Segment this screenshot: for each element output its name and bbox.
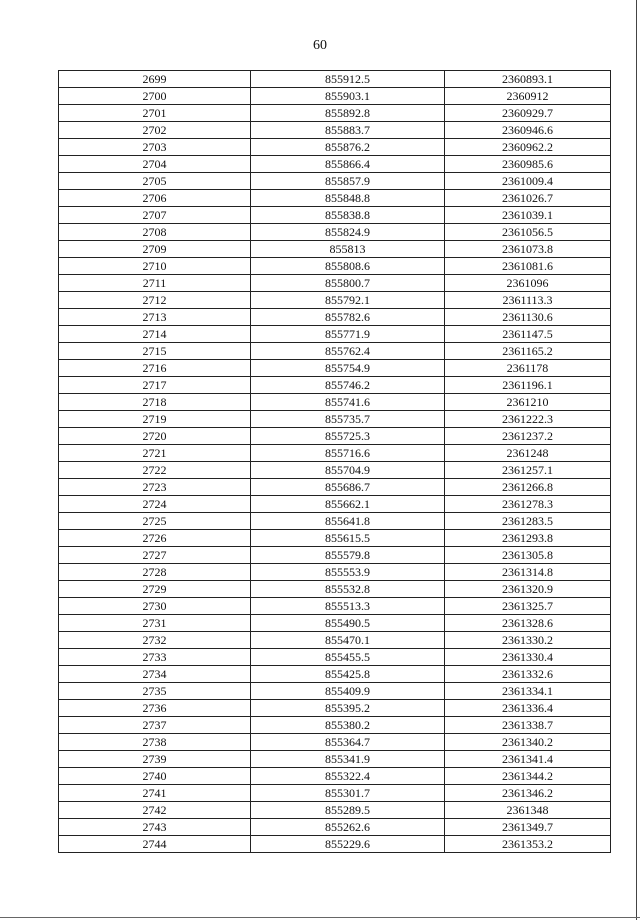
x-coordinate-cell: 855704.9 bbox=[251, 462, 445, 479]
y-coordinate-cell: 2361330.2 bbox=[445, 632, 611, 649]
y-coordinate-cell: 2361056.5 bbox=[445, 224, 611, 241]
point-number-cell: 2719 bbox=[59, 411, 251, 428]
point-number-cell: 2709 bbox=[59, 241, 251, 258]
y-coordinate-cell: 2361293.8 bbox=[445, 530, 611, 547]
x-coordinate-cell: 855409.9 bbox=[251, 683, 445, 700]
y-coordinate-cell: 2360962.2 bbox=[445, 139, 611, 156]
point-number-cell: 2712 bbox=[59, 292, 251, 309]
point-number-cell: 2733 bbox=[59, 649, 251, 666]
table-row bbox=[59, 377, 611, 394]
x-coordinate-cell: 855813 bbox=[251, 241, 445, 258]
point-number-cell: 2713 bbox=[59, 309, 251, 326]
x-coordinate-cell: 855903.1 bbox=[251, 88, 445, 105]
y-coordinate-cell: 2361237.2 bbox=[445, 428, 611, 445]
point-number-cell: 2716 bbox=[59, 360, 251, 377]
y-coordinate-cell: 2361320.9 bbox=[445, 581, 611, 598]
y-coordinate-cell: 2361325.7 bbox=[445, 598, 611, 615]
table-row bbox=[59, 156, 611, 173]
x-coordinate-cell: 855289.5 bbox=[251, 802, 445, 819]
point-number-cell: 2721 bbox=[59, 445, 251, 462]
table-row bbox=[59, 105, 611, 122]
table-row bbox=[59, 717, 611, 734]
point-number-cell: 2740 bbox=[59, 768, 251, 785]
x-coordinate-cell: 855800.7 bbox=[251, 275, 445, 292]
table-row bbox=[59, 411, 611, 428]
point-number-cell: 2710 bbox=[59, 258, 251, 275]
y-coordinate-cell: 2361081.6 bbox=[445, 258, 611, 275]
table-row bbox=[59, 802, 611, 819]
y-coordinate-cell: 2361349.7 bbox=[445, 819, 611, 836]
point-number-cell: 2735 bbox=[59, 683, 251, 700]
point-number-cell: 2720 bbox=[59, 428, 251, 445]
table-row bbox=[59, 581, 611, 598]
table-row bbox=[59, 241, 611, 258]
coordinates-table bbox=[58, 70, 611, 853]
x-coordinate-cell: 855341.9 bbox=[251, 751, 445, 768]
y-coordinate-cell: 2361330.4 bbox=[445, 649, 611, 666]
y-coordinate-cell: 2361130.6 bbox=[445, 309, 611, 326]
y-coordinate-cell: 2360985.6 bbox=[445, 156, 611, 173]
point-number-cell: 2711 bbox=[59, 275, 251, 292]
x-coordinate-cell: 855615.5 bbox=[251, 530, 445, 547]
x-coordinate-cell: 855716.6 bbox=[251, 445, 445, 462]
table-row bbox=[59, 836, 611, 853]
x-coordinate-cell: 855912.5 bbox=[251, 71, 445, 88]
table-row bbox=[59, 751, 611, 768]
x-coordinate-cell: 855883.7 bbox=[251, 122, 445, 139]
x-coordinate-cell: 855301.7 bbox=[251, 785, 445, 802]
point-number-cell: 2731 bbox=[59, 615, 251, 632]
point-number-cell: 2737 bbox=[59, 717, 251, 734]
y-coordinate-cell: 2361073.8 bbox=[445, 241, 611, 258]
point-number-cell: 2717 bbox=[59, 377, 251, 394]
table-row bbox=[59, 683, 611, 700]
y-coordinate-cell: 2361346.2 bbox=[445, 785, 611, 802]
y-coordinate-cell: 2361338.7 bbox=[445, 717, 611, 734]
point-number-cell: 2723 bbox=[59, 479, 251, 496]
y-coordinate-cell: 2361147.5 bbox=[445, 326, 611, 343]
table-row bbox=[59, 598, 611, 615]
point-number-cell: 2707 bbox=[59, 207, 251, 224]
y-coordinate-cell: 2361165.2 bbox=[445, 343, 611, 360]
table-row bbox=[59, 734, 611, 751]
y-coordinate-cell: 2361178 bbox=[445, 360, 611, 377]
point-number-cell: 2741 bbox=[59, 785, 251, 802]
y-coordinate-cell: 2361039.1 bbox=[445, 207, 611, 224]
x-coordinate-cell: 855641.8 bbox=[251, 513, 445, 530]
table-row bbox=[59, 173, 611, 190]
y-coordinate-cell: 2361222.3 bbox=[445, 411, 611, 428]
point-number-cell: 2699 bbox=[59, 71, 251, 88]
point-number-cell: 2742 bbox=[59, 802, 251, 819]
y-coordinate-cell: 2361344.2 bbox=[445, 768, 611, 785]
table-row bbox=[59, 666, 611, 683]
table-row bbox=[59, 360, 611, 377]
y-coordinate-cell: 2361113.3 bbox=[445, 292, 611, 309]
y-coordinate-cell: 2361210 bbox=[445, 394, 611, 411]
y-coordinate-cell: 2361340.2 bbox=[445, 734, 611, 751]
y-coordinate-cell: 2361278.3 bbox=[445, 496, 611, 513]
point-number-cell: 2738 bbox=[59, 734, 251, 751]
table-row bbox=[59, 649, 611, 666]
y-coordinate-cell: 2361353.2 bbox=[445, 836, 611, 853]
point-number-cell: 2704 bbox=[59, 156, 251, 173]
table-row bbox=[59, 479, 611, 496]
x-coordinate-cell: 855848.8 bbox=[251, 190, 445, 207]
point-number-cell: 2700 bbox=[59, 88, 251, 105]
x-coordinate-cell: 855824.9 bbox=[251, 224, 445, 241]
table-row bbox=[59, 343, 611, 360]
coordinates-table-body bbox=[59, 71, 611, 853]
x-coordinate-cell: 855395.2 bbox=[251, 700, 445, 717]
table-row bbox=[59, 819, 611, 836]
table-row bbox=[59, 496, 611, 513]
x-coordinate-cell: 855792.1 bbox=[251, 292, 445, 309]
point-number-cell: 2715 bbox=[59, 343, 251, 360]
point-number-cell: 2724 bbox=[59, 496, 251, 513]
table-row bbox=[59, 326, 611, 343]
y-coordinate-cell: 2360929.7 bbox=[445, 105, 611, 122]
table-row bbox=[59, 700, 611, 717]
point-number-cell: 2734 bbox=[59, 666, 251, 683]
y-coordinate-cell: 2361009.4 bbox=[445, 173, 611, 190]
y-coordinate-cell: 2360893.1 bbox=[445, 71, 611, 88]
table-row bbox=[59, 428, 611, 445]
table-row bbox=[59, 615, 611, 632]
table-row bbox=[59, 88, 611, 105]
x-coordinate-cell: 855322.4 bbox=[251, 768, 445, 785]
point-number-cell: 2736 bbox=[59, 700, 251, 717]
table-row bbox=[59, 632, 611, 649]
table-row bbox=[59, 190, 611, 207]
table-row bbox=[59, 513, 611, 530]
x-coordinate-cell: 855380.2 bbox=[251, 717, 445, 734]
x-coordinate-cell: 855746.2 bbox=[251, 377, 445, 394]
x-coordinate-cell: 855866.4 bbox=[251, 156, 445, 173]
y-coordinate-cell: 2361336.4 bbox=[445, 700, 611, 717]
table-row bbox=[59, 785, 611, 802]
x-coordinate-cell: 855553.9 bbox=[251, 564, 445, 581]
y-coordinate-cell: 2361314.8 bbox=[445, 564, 611, 581]
y-coordinate-cell: 2361248 bbox=[445, 445, 611, 462]
x-coordinate-cell: 855364.7 bbox=[251, 734, 445, 751]
x-coordinate-cell: 855470.1 bbox=[251, 632, 445, 649]
x-coordinate-cell: 855808.6 bbox=[251, 258, 445, 275]
scan-edge-right bbox=[636, 0, 637, 920]
table-row bbox=[59, 564, 611, 581]
y-coordinate-cell: 2360912 bbox=[445, 88, 611, 105]
point-number-cell: 2705 bbox=[59, 173, 251, 190]
point-number-cell: 2706 bbox=[59, 190, 251, 207]
x-coordinate-cell: 855782.6 bbox=[251, 309, 445, 326]
point-number-cell: 2703 bbox=[59, 139, 251, 156]
x-coordinate-cell: 855662.1 bbox=[251, 496, 445, 513]
y-coordinate-cell: 2361026.7 bbox=[445, 190, 611, 207]
y-coordinate-cell: 2361257.1 bbox=[445, 462, 611, 479]
y-coordinate-cell: 2361328.6 bbox=[445, 615, 611, 632]
x-coordinate-cell: 855686.7 bbox=[251, 479, 445, 496]
table-row bbox=[59, 394, 611, 411]
y-coordinate-cell: 2360946.6 bbox=[445, 122, 611, 139]
table-row bbox=[59, 530, 611, 547]
y-coordinate-cell: 2361332.6 bbox=[445, 666, 611, 683]
table-row bbox=[59, 292, 611, 309]
table-row bbox=[59, 309, 611, 326]
table-row bbox=[59, 462, 611, 479]
point-number-cell: 2729 bbox=[59, 581, 251, 598]
page-number: 60 bbox=[313, 38, 327, 53]
y-coordinate-cell: 2361096 bbox=[445, 275, 611, 292]
x-coordinate-cell: 855725.3 bbox=[251, 428, 445, 445]
point-number-cell: 2701 bbox=[59, 105, 251, 122]
x-coordinate-cell: 855754.9 bbox=[251, 360, 445, 377]
point-number-cell: 2727 bbox=[59, 547, 251, 564]
table-row bbox=[59, 71, 611, 88]
x-coordinate-cell: 855857.9 bbox=[251, 173, 445, 190]
x-coordinate-cell: 855513.3 bbox=[251, 598, 445, 615]
point-number-cell: 2730 bbox=[59, 598, 251, 615]
x-coordinate-cell: 855876.2 bbox=[251, 139, 445, 156]
x-coordinate-cell: 855455.5 bbox=[251, 649, 445, 666]
table-row bbox=[59, 224, 611, 241]
x-coordinate-cell: 855762.4 bbox=[251, 343, 445, 360]
table-row bbox=[59, 139, 611, 156]
point-number-cell: 2732 bbox=[59, 632, 251, 649]
table-row bbox=[59, 207, 611, 224]
point-number-cell: 2725 bbox=[59, 513, 251, 530]
x-coordinate-cell: 855579.8 bbox=[251, 547, 445, 564]
point-number-cell: 2739 bbox=[59, 751, 251, 768]
table-row bbox=[59, 258, 611, 275]
point-number-cell: 2726 bbox=[59, 530, 251, 547]
point-number-cell: 2718 bbox=[59, 394, 251, 411]
x-coordinate-cell: 855771.9 bbox=[251, 326, 445, 343]
y-coordinate-cell: 2361283.5 bbox=[445, 513, 611, 530]
table-row bbox=[59, 275, 611, 292]
point-number-cell: 2708 bbox=[59, 224, 251, 241]
point-number-cell: 2744 bbox=[59, 836, 251, 853]
point-number-cell: 2743 bbox=[59, 819, 251, 836]
point-number-cell: 2702 bbox=[59, 122, 251, 139]
x-coordinate-cell: 855262.6 bbox=[251, 819, 445, 836]
table-row bbox=[59, 445, 611, 462]
y-coordinate-cell: 2361196.1 bbox=[445, 377, 611, 394]
y-coordinate-cell: 2361341.4 bbox=[445, 751, 611, 768]
y-coordinate-cell: 2361266.8 bbox=[445, 479, 611, 496]
scan-edge-bottom bbox=[0, 917, 640, 918]
x-coordinate-cell: 855741.6 bbox=[251, 394, 445, 411]
x-coordinate-cell: 855532.8 bbox=[251, 581, 445, 598]
point-number-cell: 2722 bbox=[59, 462, 251, 479]
x-coordinate-cell: 855735.7 bbox=[251, 411, 445, 428]
table-row bbox=[59, 547, 611, 564]
table-row bbox=[59, 768, 611, 785]
table-row bbox=[59, 122, 611, 139]
y-coordinate-cell: 2361334.1 bbox=[445, 683, 611, 700]
x-coordinate-cell: 855892.8 bbox=[251, 105, 445, 122]
x-coordinate-cell: 855425.8 bbox=[251, 666, 445, 683]
y-coordinate-cell: 2361348 bbox=[445, 802, 611, 819]
x-coordinate-cell: 855838.8 bbox=[251, 207, 445, 224]
point-number-cell: 2728 bbox=[59, 564, 251, 581]
point-number-cell: 2714 bbox=[59, 326, 251, 343]
x-coordinate-cell: 855229.6 bbox=[251, 836, 445, 853]
x-coordinate-cell: 855490.5 bbox=[251, 615, 445, 632]
y-coordinate-cell: 2361305.8 bbox=[445, 547, 611, 564]
